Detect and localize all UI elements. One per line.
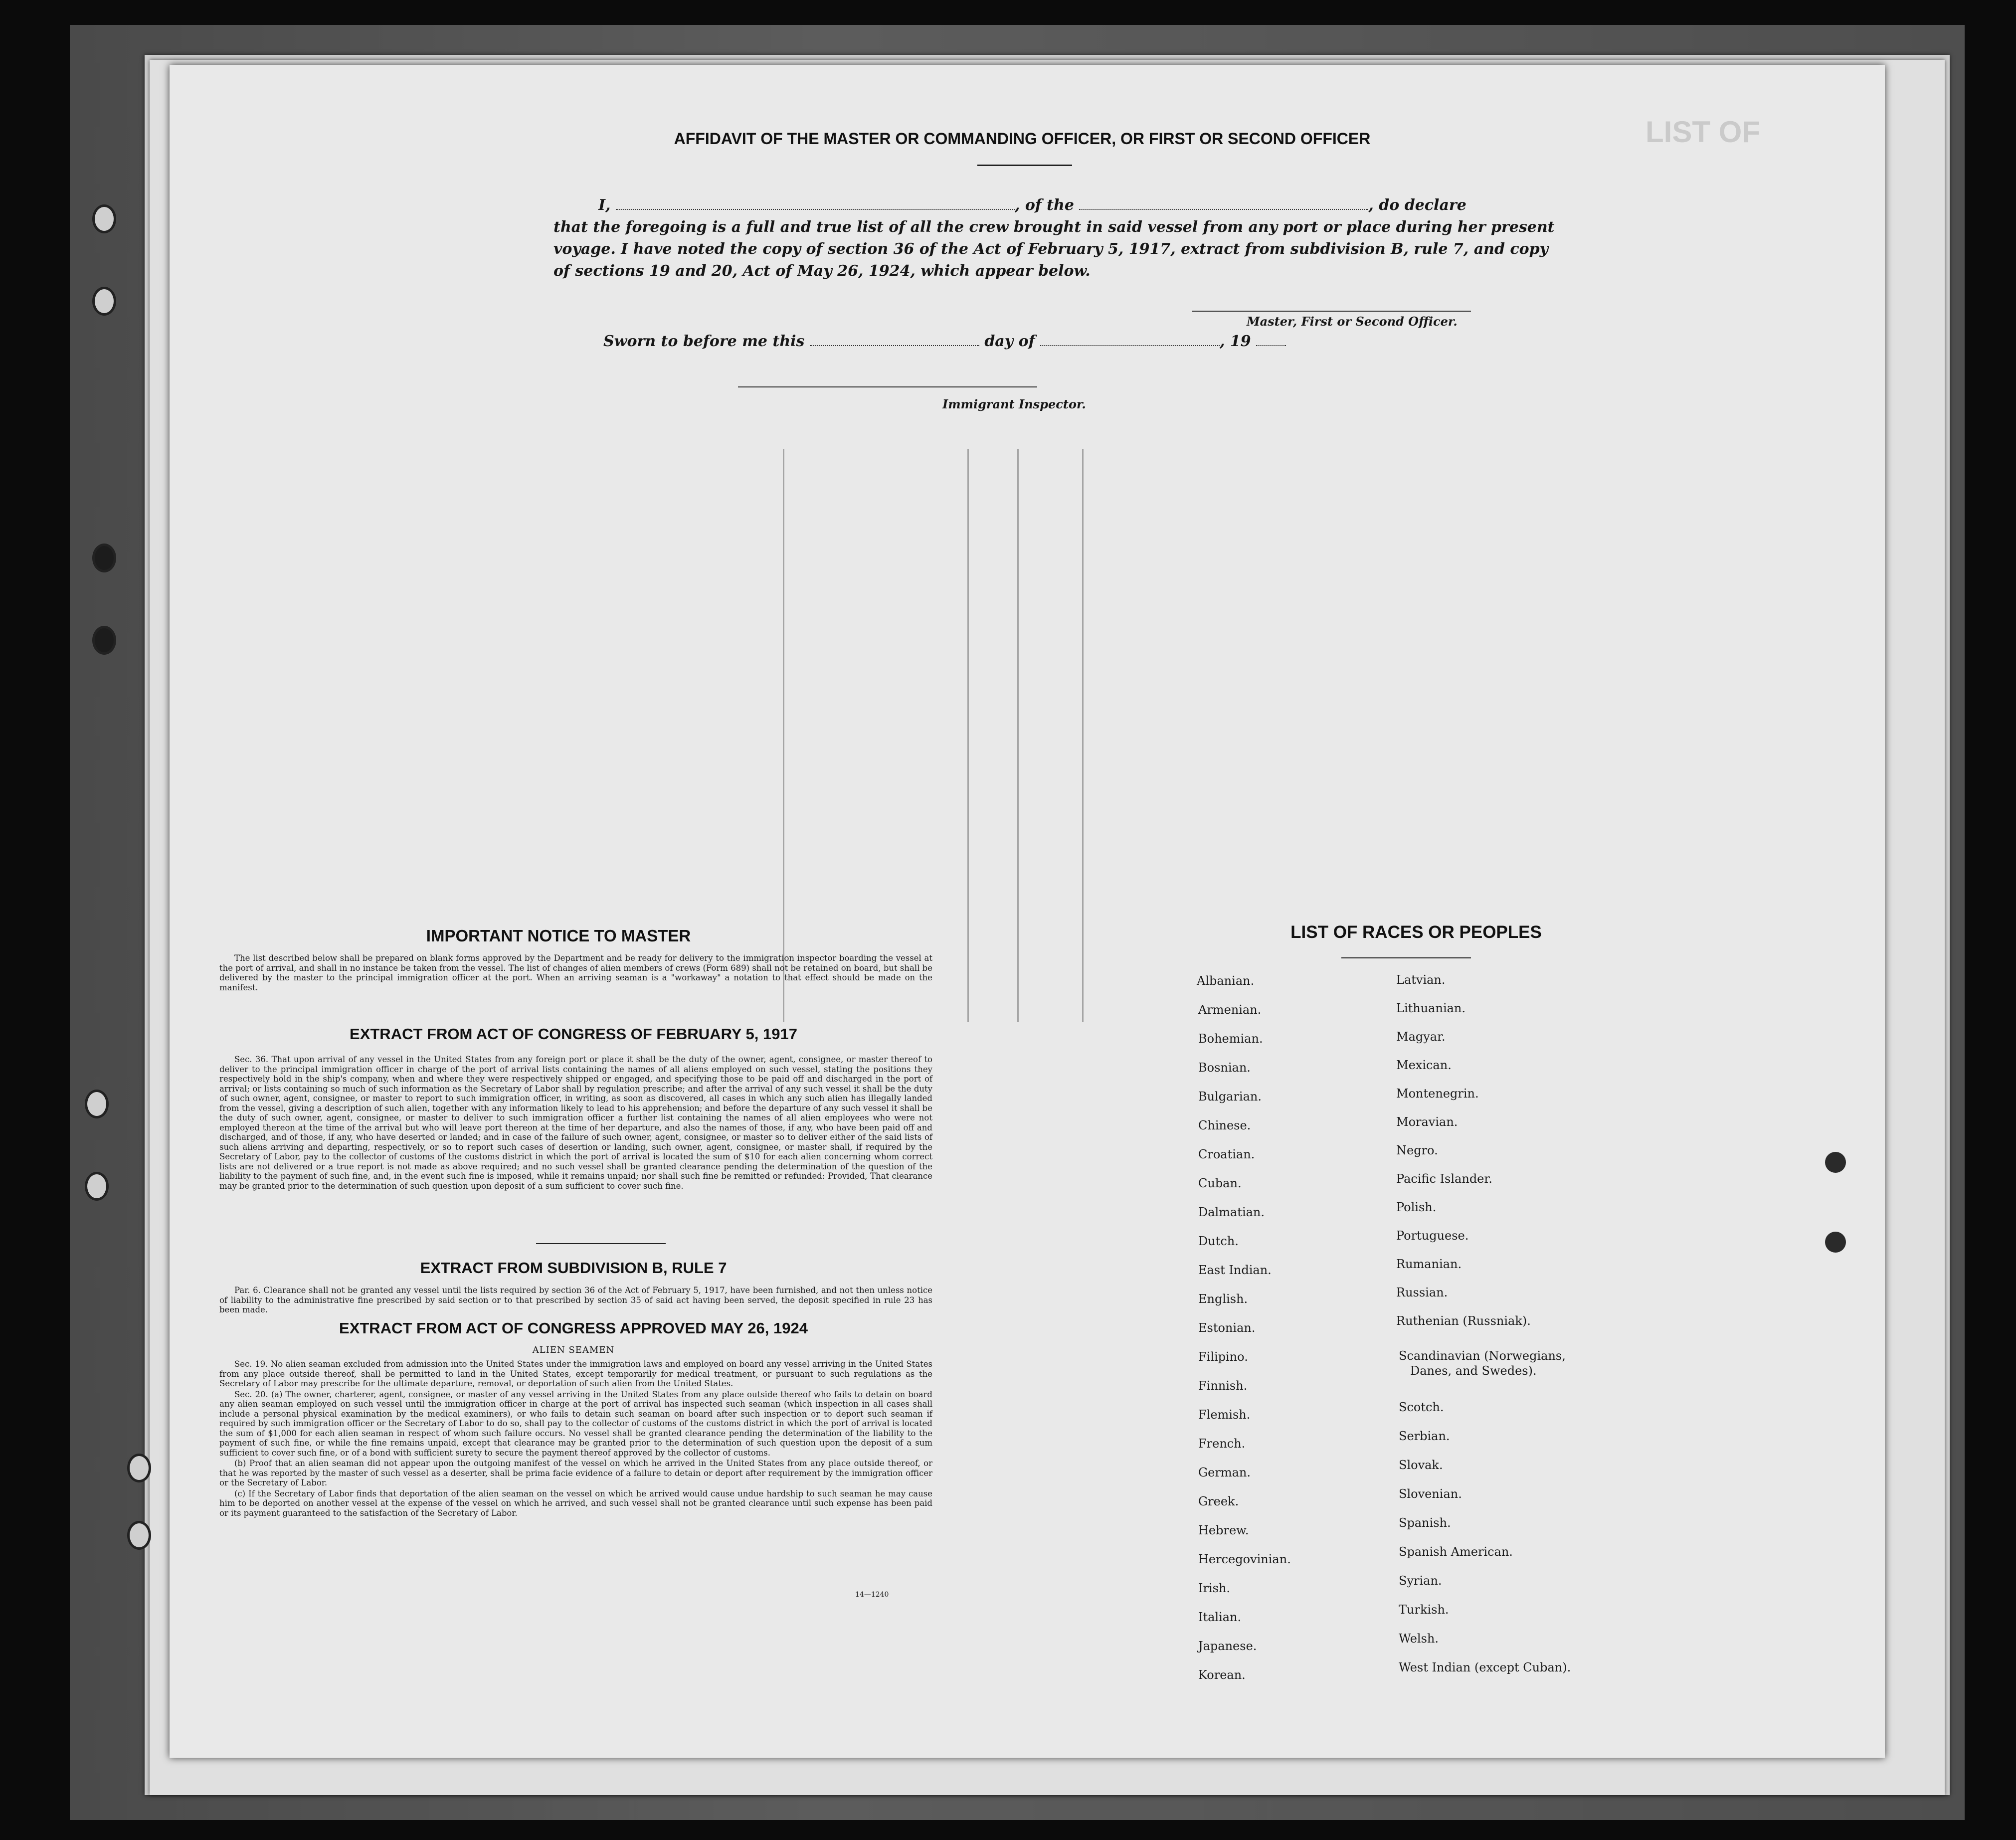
race-item: Magyar. [1396,1030,1446,1044]
race-item: Spanish. [1399,1516,1451,1530]
inspector-caption: Immigrant Inspector. [942,397,1086,411]
punch-hole [1825,1152,1846,1173]
race-item: Ruthenian (Russniak). [1396,1314,1531,1328]
races-title: LIST OF RACES OR PEOPLES [1290,922,1542,942]
race-item: Slovak. [1399,1458,1443,1472]
race-item: Latvian. [1396,973,1446,987]
notice-body [219,953,932,993]
race-item: Bosnian. [1198,1061,1251,1075]
punch-hole [1825,1232,1846,1253]
race-item: Montenegrin. [1396,1087,1479,1101]
affidavit-line: voyage. I have noted the copy of section 36 of the Act of February 5, 1917, extract from subdivision B, rule 7, and copy [553,240,1549,258]
race-item: Cuban. [1198,1176,1242,1190]
extract-rule7-body [219,1286,932,1316]
race-item: German. [1198,1466,1251,1479]
affidavit-title: AFFIDAVIT OF THE MASTER OR COMMANDING OFFICER, OR FIRST OR SECOND OFFICER [674,130,1371,148]
punch-hole [92,204,116,233]
extract-paragraph: (c) If the Secretary of Labor finds that deportation of the alien seaman on the vessel on which he arrived would cause undue hardship to such seaman he may cause him to be deported on another vessel at the expense of the vessel on which he arrived, and such vessel shall not be granted clearance until such expense has been paid or its payment guaranteed to the satisfaction of the Secretary of Labor. [219,1488,932,1518]
race-item: Flemish. [1198,1408,1251,1422]
extract-paragraph: (b) Proof that an alien seaman did not appear upon the outgoing manifest of the vessel on which he arrived in the United States from any place outside thereof, or that he was reported by the master of such vessel as a deserter, shall be prima facie evidence of a failure to detain or deport after requirement by the immigration officer or the Secretary of Labor. [219,1459,932,1487]
signature-caption: Master, First or Second Officer. [1247,314,1458,329]
race-item: Croatian. [1198,1147,1255,1161]
blank-field[interactable] [1040,345,1220,346]
race-item: Syrian. [1399,1574,1442,1588]
punch-hole [92,287,116,316]
race-item: Russian. [1396,1286,1448,1299]
title-rule [977,165,1072,166]
affidavit-text: , do declare [1368,196,1466,214]
race-item: Mexican. [1396,1058,1452,1072]
punch-hole [92,544,116,572]
race-item: Irish. [1198,1581,1231,1595]
race-item: Turkish. [1399,1603,1449,1617]
race-item: East Indian. [1198,1263,1272,1277]
sworn-text: , 19 [1220,333,1251,350]
race-item: Bulgarian. [1198,1090,1262,1104]
affidavit-line: that the foregoing is a full and true list of all the crew brought in said vessel from any port or place during her present [553,218,1555,236]
race-item: Negro. [1396,1143,1438,1157]
blank-field[interactable] [1079,209,1368,210]
punch-hole [85,1090,109,1118]
blank-field[interactable] [810,345,979,346]
blank-field[interactable] [1256,345,1286,346]
race-item: Slovenian. [1399,1487,1462,1501]
punch-hole [127,1454,151,1482]
race-item: Korean. [1198,1668,1246,1682]
affidavit-body [553,194,1665,282]
inspector-signature-line[interactable] [738,386,1037,387]
extract-rule7-title: EXTRACT FROM SUBDIVISION B, RULE 7 [420,1259,727,1277]
race-item: Filipino. [1198,1350,1248,1364]
race-item: Danes, and Swedes). [1410,1364,1537,1378]
affidavit-line [553,194,1665,216]
punch-hole [92,626,116,655]
race-item: Portuguese. [1396,1229,1469,1243]
race-item: Rumanian. [1396,1257,1462,1271]
blank-field[interactable] [616,209,1015,210]
notice-title: IMPORTANT NOTICE TO MASTER [426,926,691,945]
form-number: 14—1240 [855,1591,889,1599]
sworn-text: Sworn to before me this [603,333,805,350]
extract-paragraph: Sec. 20. (a) The owner, charterer, agent, consignee, or master of any vessel arriving in the United States from any place outside thereof who fails to detain on board any alien seaman employed on such vessel until the immigration officer in charge at the port of arrival has inspected such seaman (which inspection in all cases shall include a personal physical examination by the medical examiners), or who fails to detain such seaman on board after such inspection or to deport such seaman if required by such immigration officer or the Secretary of Labor to do so, shall pay to the collector of customs of the customs district in which the port of arrival is located the sum of $1,000 for each alien seaman in respect of whom such failure occurs. No vessel shall be granted clearance pending the determination of the liability to the payment of such fine, or while the fine remains unpaid, except that clearance may be granted prior to the determination of such question upon the deposit of a sum sufficient to cover such fine, or of a bond with sufficient surety to secure the payment thereof approved by the collector of customs. [219,1389,932,1458]
race-item: Lithuanian. [1396,1001,1466,1015]
bleed-through [1082,449,1084,1022]
extract-1924-title: EXTRACT FROM ACT OF CONGRESS APPROVED MAY 26, 1924 [339,1319,808,1337]
document-page [170,65,1885,1758]
race-item: Dalmatian. [1198,1205,1265,1219]
race-item: Spanish American. [1399,1545,1513,1559]
sworn-line [603,333,1286,350]
race-item: Bohemian. [1198,1032,1263,1046]
notice-paragraph: The list described below shall be prepared on blank forms approved by the Department and be ready for delivery to the immigration inspector boarding the vessel at the port of arrival, and shall in no instance be taken from the vessel. The list of changes of alien members of crews (Form 689) shall not be retained on board, but shall be delivered by the master to the principal immigration officer at the port. When an arriving seaman is a "workaway" a notation to that effect should be made on the manifest. [219,953,932,992]
race-item: Armenian. [1198,1003,1262,1017]
race-item: Greek. [1198,1494,1239,1508]
bleed-through [1017,449,1019,1022]
extract-1924-body [219,1359,932,1519]
signature-line[interactable] [1192,311,1471,312]
race-item: Pacific Islander. [1396,1172,1492,1186]
race-item: Scotch. [1399,1400,1444,1414]
punch-hole [85,1172,109,1201]
race-item: Chinese. [1198,1118,1251,1132]
extract-paragraph: Sec. 19. No alien seaman excluded from admission into the United States under the immigration laws and employed on board any vessel arriving in the United States from any place outside thereof, shall be permitted to land in the United States, except temporarily for medical treatment, or pursuant to such regulations as the Secretary of Labor may prescribe for the ultimate departure, removal, or deportation of such alien from the United States. [219,1359,932,1388]
extract-paragraph: Sec. 36. That upon arrival of any vessel in the United States from any foreign port or place it shall be the duty of the owner, agent, consignee, or master thereof to deliver to the principal immigration officer in charge of the port of arrival lists containing the names of all aliens employed on such vessel, stating the positions they respectively hold in the ship's company, when and where they were respectively shipped or engaged, and specifying those to be paid off and discharged in the port of arrival; or lists containing so much of such information as the Secretary of Labor shall by regulation prescribe; and after the arrival of any such vessel it shall be the duty of such owner, agent, consignee, or master to report to such immigration officer, in writing, as soon as discovered, all cases in which any such alien has illegally landed from the vessel, giving a description of such alien, together with any information likely to lead to his apprehension; and before the departure of any such vessel it shall be the duty of such owner, agent, consignee, or master to deliver to such immigration officer a further list containing the names of all alien employees who were not employed thereon at the time of the arrival but who will leave port thereon at the time of her departure, and also the names of those, if any, who have been paid off and discharged, and of those, if any, who have deserted or landed; and in case of the failure of such owner, agent, consignee, or master so to deliver either of the said lists of such aliens arriving and departing, respectively, or so to report such cases of desertion or landing, such owner, agent, consignee, or master shall, if required by the Secretary of Labor, pay to the collector of customs of the customs district in which the port of arrival is located the sum of $10 for each alien concerning whom correct lists are not delivered or a true report is not made as above required; and no such vessel shall be granted clearance pending the determination of the question of the liability to the payment of such fine, and, in the event such fine is imposed, while it remains unpaid; nor shall such fine be remitted or refunded: Provided, That clearance may be granted prior to the determination of such question upon deposit of a sum sufficient to cover such fine. [219,1055,932,1191]
race-item: Scandinavian (Norwegians, [1399,1349,1566,1363]
race-item: Estonian. [1198,1321,1256,1335]
race-item: Hebrew. [1198,1523,1249,1537]
race-item: Finnish. [1198,1379,1248,1393]
race-item: West Indian (except Cuban). [1399,1660,1571,1674]
affidavit-text: I, [598,196,611,214]
affidavit-line: of sections 19 and 20, Act of May 26, 1924, which appear below. [553,262,1091,280]
section-rule [536,1243,666,1244]
race-item: French. [1198,1437,1246,1451]
race-item: Polish. [1396,1200,1437,1214]
race-item: Japanese. [1198,1639,1257,1653]
race-item: Moravian. [1396,1115,1458,1129]
race-item: Hercegovinian. [1198,1552,1291,1566]
extract-1917-title: EXTRACT FROM ACT OF CONGRESS OF FEBRUARY 5, 1917 [350,1025,797,1043]
race-item: Albanian. [1197,974,1255,988]
race-item: Dutch. [1198,1234,1239,1248]
extract-1917-body [219,1055,932,1192]
punch-hole [127,1521,151,1550]
extract-paragraph: Par. 6. Clearance shall not be granted any vessel until the lists required by section 36 of the Act of February 5, 1917, have been furnished, and not then unless notice of liability to the administrative fine prescribed by said section or to that prescribed by section 35 of said act having been served, the deposit specified in rule 23 has been made. [219,1286,932,1314]
race-item: English. [1198,1292,1248,1306]
races-rule [1341,957,1471,958]
sworn-text: day of [984,333,1035,350]
race-item: Welsh. [1399,1632,1439,1646]
extract-1924-subtitle: ALIEN SEAMEN [532,1345,615,1355]
bleed-through [967,449,969,1022]
bleed-through: LIST OF [1646,115,1760,149]
race-item: Serbian. [1399,1429,1450,1443]
race-item: Italian. [1198,1610,1242,1624]
affidavit-text: , of the [1014,196,1074,214]
